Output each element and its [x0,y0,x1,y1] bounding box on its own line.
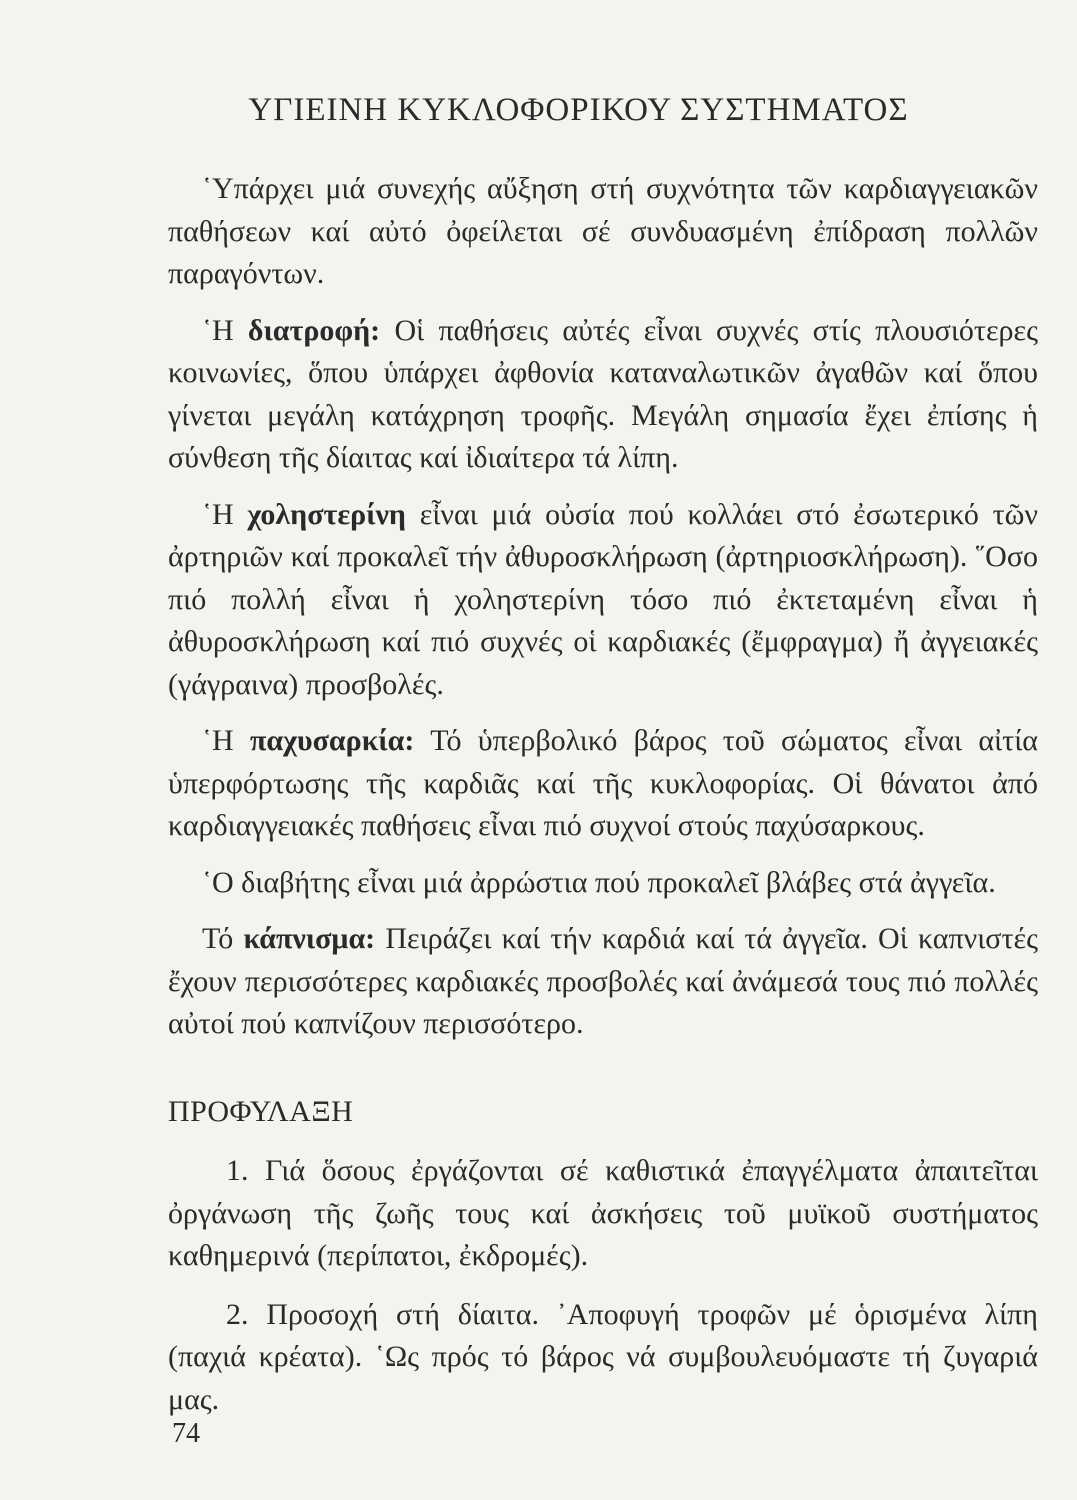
factor-paragraph-cholesterol [168,494,1038,707]
factor-text: εἶναι μιά οὐσία πού κολλάει στό ἐσωτερικό τῶν ἀρτηριῶν καί προκαλεῖ τήν ἀθυροσκλήρωση (ἀρτηριοσκλήρωση). ῞Οσο πιό πολλή εἶναι ἡ χοληστερίνη τόσο πιό ἐκτεταμένη εἶναι ἡ ἀθυροσκλήρωση καί πιό συχνές οἱ καρδιακές (ἔμφραγμα) ἤ ἀγγειακές (γάγραινα) προσβολές. [168,497,1038,701]
factor-prefix: Τό [202,922,244,955]
factor-text: Οἱ παθήσεις αὐτές εἶναι συχνές στίς πλουσιότερες κοινωνίες, ὅπου ὑπάρχει ἀφθονία καταναλωτικῶν ἀγαθῶν καί ὅπου γίνεται μεγάλη κατάχρηση τροφῆς. Μεγάλη σημασία ἔχει ἐπίσης ἡ σύνθεση τῆς δίαιτας καί ἰδιαίτερα τά λίπη. [168,313,1038,474]
factor-text: Τό ὑπερβολικό βάρος τοῦ σώματος εἶναι αἰτία ὑπερφόρτωσης τῆς καρδιᾶς καί τῆς κυκλοφορίας. Οἱ θάνατοι ἀπό καρδιαγγειακές παθήσεις εἶναι πιό συχνοί στούς παχύσαρκους. [168,724,1039,842]
prevention-list [168,1150,1038,1437]
factor-term: διατροφή: [247,313,381,347]
page-number: 74 [172,1418,200,1449]
factor-text: Πειράζει καί τήν καρδιά καί τά ἀγγεῖα. Οἱ καπνιστές ἔχουν περισσότερες καρδιακές προσβολές καί ἀνάμεσά τους πιό πολλές αὐτοί πού καπνίζουν περισσότερο. [168,922,1038,1040]
factor-paragraph-smoking [168,918,1038,1046]
list-item: 2. Προσοχή στή δίαιτα. ᾿Αποφυγή τροφῶν μέ ὁρισμένα λίπη (παχιά κρέατα). ῾Ως πρός τό βάρος νά συμβουλευόμαστε τή ζυγαριά μας. [168,1297,1038,1416]
factor-term: παχυσαρκία: [249,724,415,757]
factor-prefix: ῾Η [202,313,248,347]
factor-term: κάπνισμα: [243,922,376,955]
chapter-title: ΥΓΙΕΙΝΗ ΚΥΚΛΟΦΟΡΙΚΟΥ ΣΥΣΤΗΜΑΤΟΣ [248,92,909,128]
factor-prefix: ῾Η [202,497,248,531]
factor-text: ῾Ο διαβήτης εἶναι μιά ἀρρώστια πού προκαλεῖ βλάβες στά ἀγγεῖα. [202,865,996,899]
factor-paragraph-diet [168,310,1038,480]
factor-prefix: ῾Η [202,724,250,757]
factor-paragraph-diabetes [168,862,1038,905]
prevention-heading: ΠΡΟΦΥΛΑΞΗ [168,1095,354,1128]
list-item: 1. Γιά ὅσους ἐργάζονται σέ καθιστικά ἐπαγγέλματα ἀπαιτεῖται ὀργάνωση τῆς ζωῆς τους καί ἀσκήσεις τοῦ μυϊκοῦ συστήματος καθημερινά (περίπατοι, ἐκδρομές). [168,1154,1038,1272]
intro-paragraph: ῾Υπάρχει μιά συνεχής αὔξηση στή συχνότητα τῶν καρδιαγγειακῶν παθήσεων καί αὐτό ὀφείλεται σέ συνδυασμένη ἐπίδραση πολλῶν παραγόντων. [168,172,1038,290]
main-text [168,168,1038,1060]
factor-term: χοληστερίνη [247,497,406,531]
factor-paragraph-obesity [168,720,1038,848]
